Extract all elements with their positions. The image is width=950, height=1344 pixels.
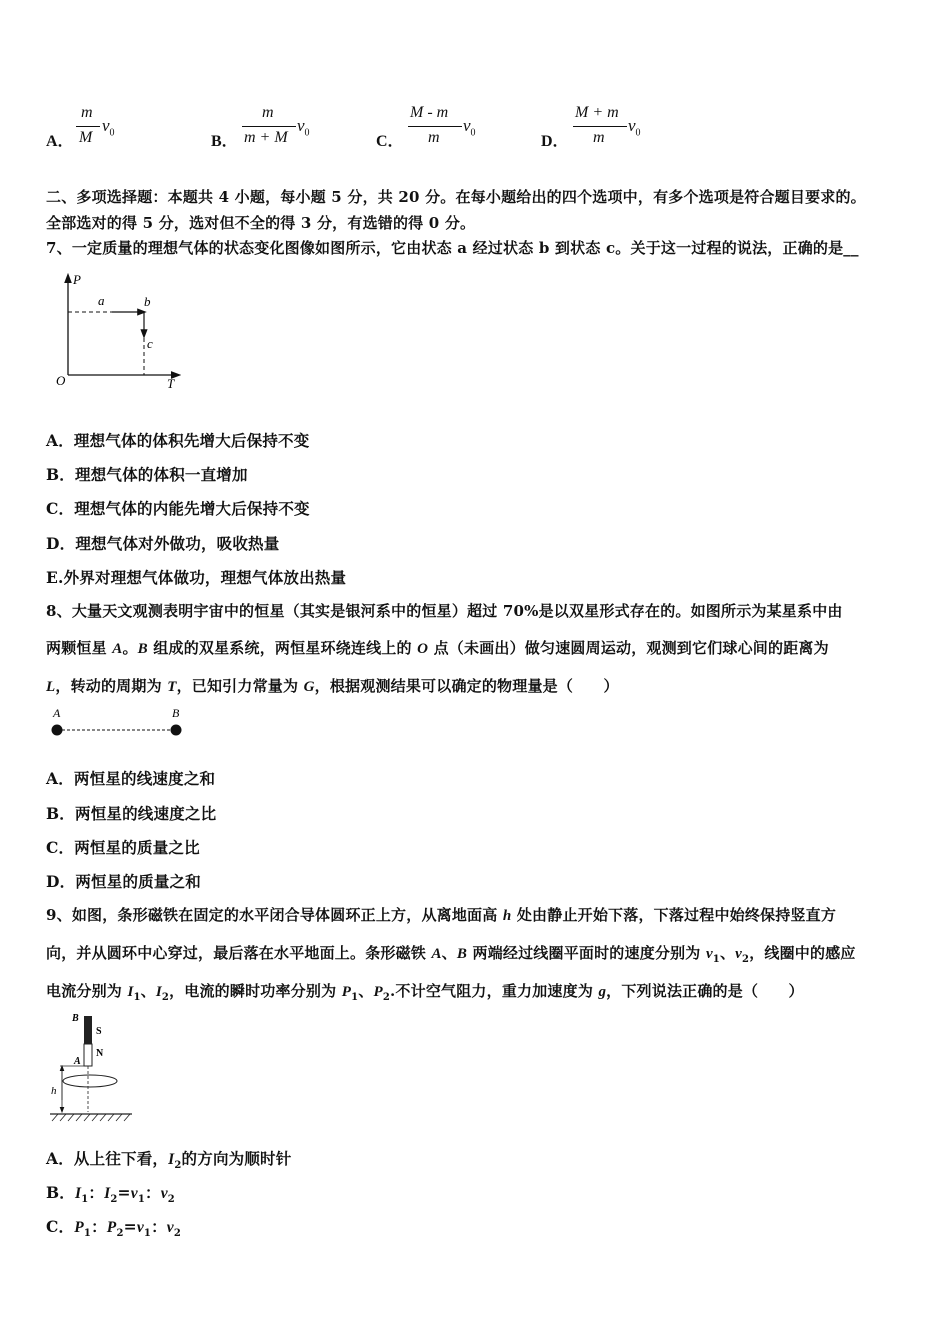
q8-option-a: A．两恒星的线速度之和: [46, 769, 216, 788]
q8-stem-line2: 两颗恒星 A。B 组成的双星系统，两恒星环绕连线上的 O 点（未画出）做匀速圆周运动，观测到它们球心间的距离为: [46, 639, 829, 657]
q8-stem-line1: 8、大量天文观测表明宇宙中的恒星（其实是银河系中的恒星）超过 70%是以双星形式存在的。如图所示为某星系中由: [46, 602, 843, 620]
option-label: D．: [541, 133, 569, 150]
pt-graph: [52, 268, 187, 393]
axis-p-label: P: [73, 272, 81, 287]
q7-option-b: B．理想气体的体积一直增加: [46, 465, 248, 484]
q7-option-a: A．理想气体的体积先增大后保持不变: [46, 431, 310, 450]
star-b-label: B: [172, 706, 180, 720]
magnet-ring-figure: [46, 1008, 146, 1130]
q9-stem-line2: 向，并从圆环中心穿过，最后落在水平地面上。条形磁铁 A、B 两端经过线圈平面时的速度分别为 $v_1$、$v_2$，线圈中的感应: [46, 944, 856, 965]
state-c-label: c: [147, 336, 153, 351]
conducting-ring: [63, 1075, 117, 1087]
star-a-label: A: [53, 706, 61, 720]
option-label: B．: [211, 133, 238, 150]
q8-stem-line3: L，转动的周期为 T，已知引力常量为 G，根据观测结果可以确定的物理量是（ ）: [46, 677, 619, 695]
q9-option-c: C．$P_1$：$P_2=v_1$：$v_2$: [46, 1217, 182, 1240]
q7-option-e: E.外界对理想气体做功，理想气体放出热量: [46, 568, 347, 587]
state-b-label: b: [144, 294, 151, 309]
q8-option-c: C．两恒星的质量之比: [46, 838, 200, 857]
q7-stem: 7、一定质量的理想气体的状态变化图像如图所示，它由状态 a 经过状态 b 到状态 c。关于这一过程的说法，正确的是__: [46, 239, 859, 257]
section-header-line2: 全部选对的得 5 分，选对但不全的得 3 分，有选错的得 0 分。: [46, 214, 476, 232]
q9-option-b: B．$I_1$：$I_2=v_1$：$v_2$: [46, 1183, 175, 1206]
star-a: [52, 725, 63, 736]
pole-s-label: S: [96, 1026, 102, 1037]
state-a-label: a: [98, 293, 105, 308]
option-label: A．: [46, 133, 74, 150]
star-b: [171, 725, 182, 736]
binary-star-figure: [46, 704, 191, 744]
q7-option-c: C．理想气体的内能先增大后保持不变: [46, 499, 310, 518]
end-b-label: B: [72, 1013, 79, 1024]
magnet-n-pole: [84, 1044, 92, 1066]
origin-label: O: [56, 373, 66, 388]
end-a-label: A: [74, 1056, 81, 1067]
q9-stem-line1: 9、如图，条形磁铁在固定的水平闭合导体圆环正上方，从离地面高 h 处由静止开始下落，下落过程中始终保持竖直方: [46, 906, 837, 924]
axis-t-label: T: [167, 376, 175, 391]
option-label: C．: [376, 133, 404, 150]
q9-option-a: A．从上往下看，$I_2$的方向为顺时针: [46, 1149, 292, 1172]
q8-option-b: B．两恒星的线速度之比: [46, 804, 217, 823]
q7-option-d: D．理想气体对外做功，吸收热量: [46, 534, 280, 553]
pole-n-label: N: [96, 1048, 104, 1059]
q8-option-d: D．两恒星的质量之和: [46, 872, 201, 891]
magnet-s-pole: [84, 1016, 92, 1044]
q9-stem-line3: 电流分别为 $I_1$、$I_2$，电流的瞬时功率分别为 $P_1$、$P_2$.不计空气阻力，重力加速度为 g，下列说法正确的是（ ）: [46, 982, 804, 1003]
section-header-line1: 二、多项选择题：本题共 4 小题，每小题 5 分，共 20 分。在每小题给出的四个选项中，有多个选项是符合题目要求的。: [46, 188, 866, 206]
height-h-label: h: [51, 1085, 57, 1097]
